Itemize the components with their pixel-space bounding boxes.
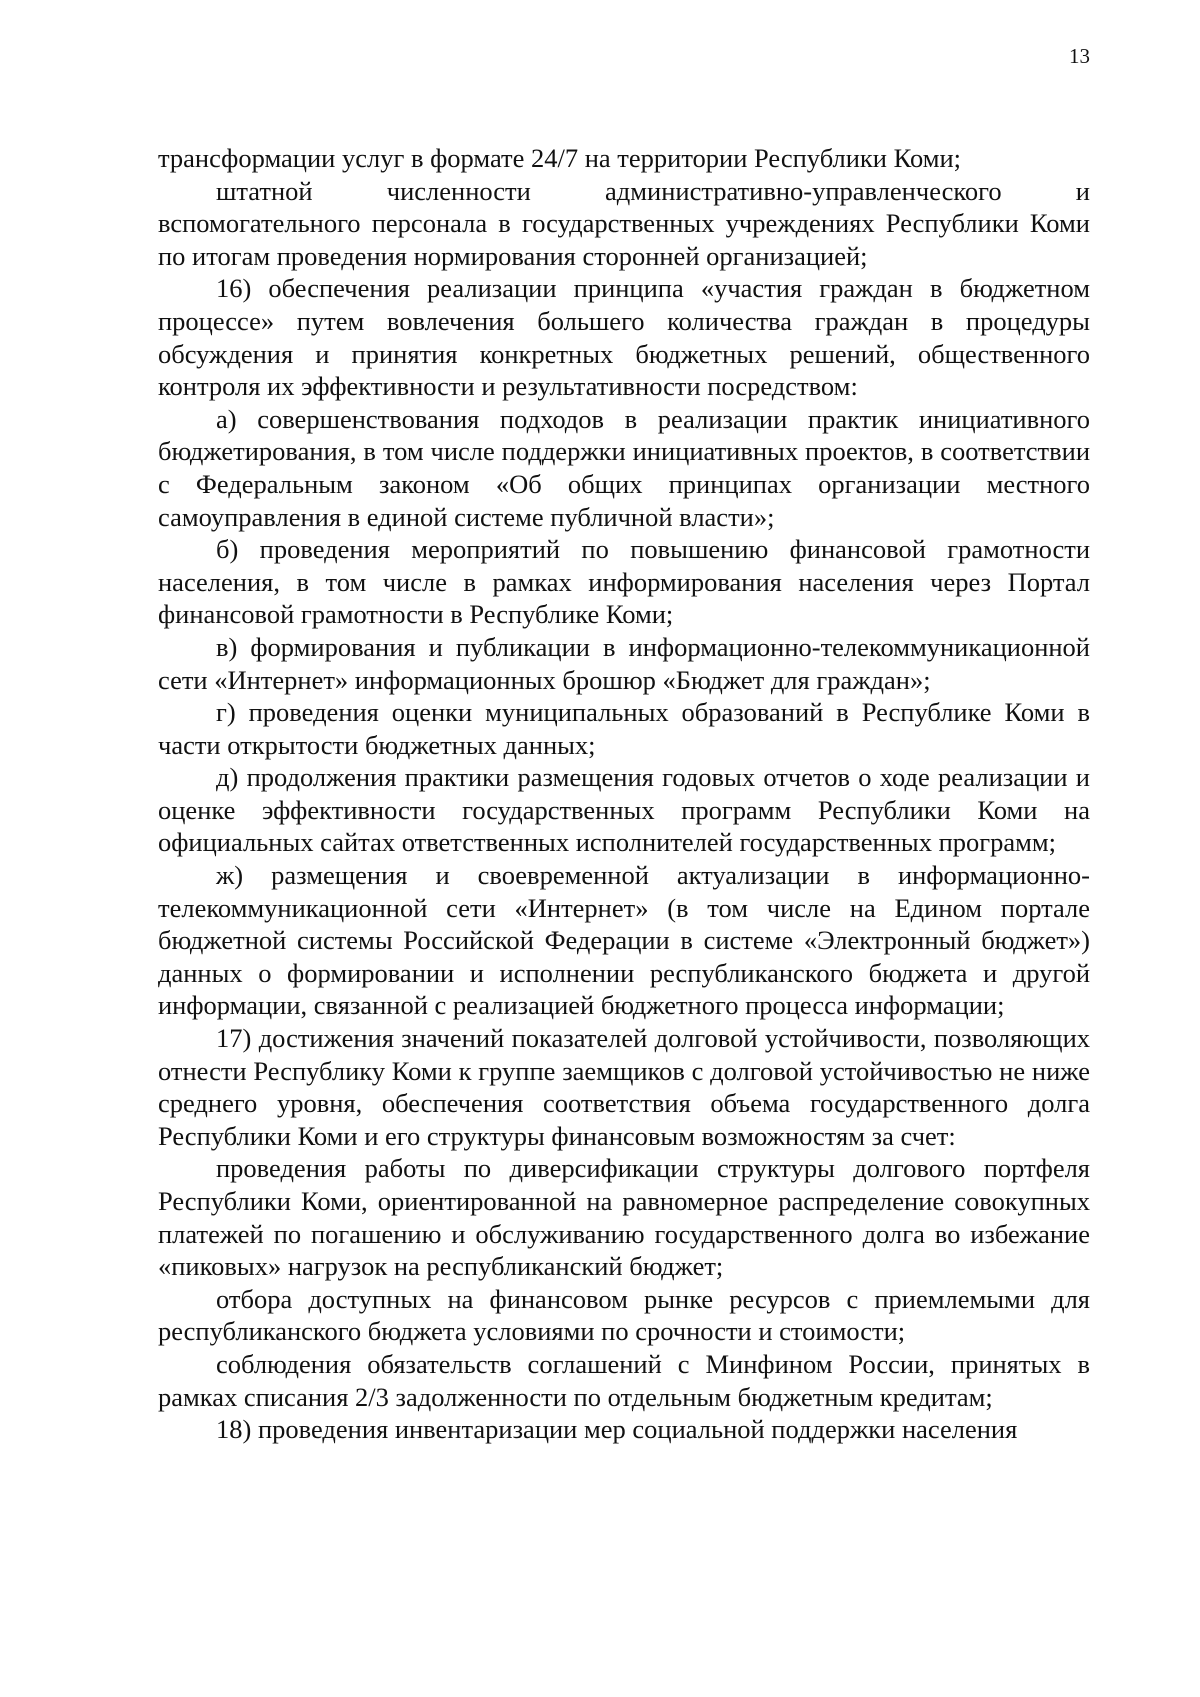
paragraph: ж) размещения и своевременной актуализации в информационно-телекоммуникационной сети «Интернет» (в том числе на Едином портале бюджетной системы Российской Федерации в системе «Электронный бюджет») данных о формировании и исполнении республиканского бюджета и другой информации, связанной с реализацией бюджетного процесса информации; (158, 860, 1090, 1021)
paragraph: 17) достижения значений показателей долговой устойчивости, позволяющих отнести Республику Коми к группе заемщиков с долговой устойчивостью не ниже среднего уровня, обеспечения соответствия объема государственного долга Республики Коми и его структуры финансовым возможностям за счет: (158, 1023, 1090, 1151)
paragraph: д) продолжения практики размещения годовых отчетов о ходе реализации и оценке эффективности государственных программ Республики Коми на официальных сайтах ответственных исполнителей государственных программ; (158, 762, 1090, 858)
paragraph: трансформации услуг в формате 24/7 на территории Республики Коми; (158, 143, 962, 173)
document-body (158, 142, 1090, 1446)
paragraph: б) проведения мероприятий по повышению финансовой грамотности населения, в том числе в рамках информирования населения через Портал финансовой грамотности в Республике Коми; (158, 534, 1090, 630)
paragraph: в) формирования и публикации в информационно-телекоммуникационной сети «Интернет» информационных брошюр «Бюджет для граждан»; (158, 631, 1090, 695)
paragraph: 18) проведения инвентаризации мер социальной поддержки населения (216, 1414, 1018, 1445)
paragraph: соблюдения обязательств соглашений с Минфином России, принятых в рамках списания 2/3 задолженности по отдельным бюджетным кредитам; (158, 1348, 1090, 1412)
paragraph: штатной численности административно-управленческого и вспомогательного персонала в государственных учреждениях Республики Коми по итогам проведения нормирования сторонней организацией; (158, 175, 1090, 271)
page-number: 13 (1069, 44, 1090, 68)
paragraph: отбора доступных на финансовом рынке ресурсов с приемлемыми для республиканского бюджета условиями по срочности и стоимости; (158, 1283, 1090, 1347)
paragraph: а) совершенствования подходов в реализации практик инициативного бюджетирования, в том числе поддержки инициативных проектов, в соответствии с Федеральным законом «Об общих принципах организации местного самоуправления в единой системе публичной власти»; (158, 403, 1090, 532)
paragraph: г) проведения оценки муниципальных образований в Республике Коми в части открытости бюджетных данных; (158, 697, 1090, 760)
paragraph: 16) обеспечения реализации принципа «участия граждан в бюджетном процессе» путем вовлечения большего количества граждан в процедуры обсуждения и принятия конкретных бюджетных решений, общественного контроля их эффективности и результативности посредством: (158, 273, 1090, 402)
paragraph: проведения работы по диверсификации структуры долгового портфеля Республики Коми, ориентированной на равномерное распределение совокупных платежей по погашению и обслуживанию государственного долга во избежание «пиковых» нагрузок на республиканский бюджет; (158, 1153, 1090, 1282)
